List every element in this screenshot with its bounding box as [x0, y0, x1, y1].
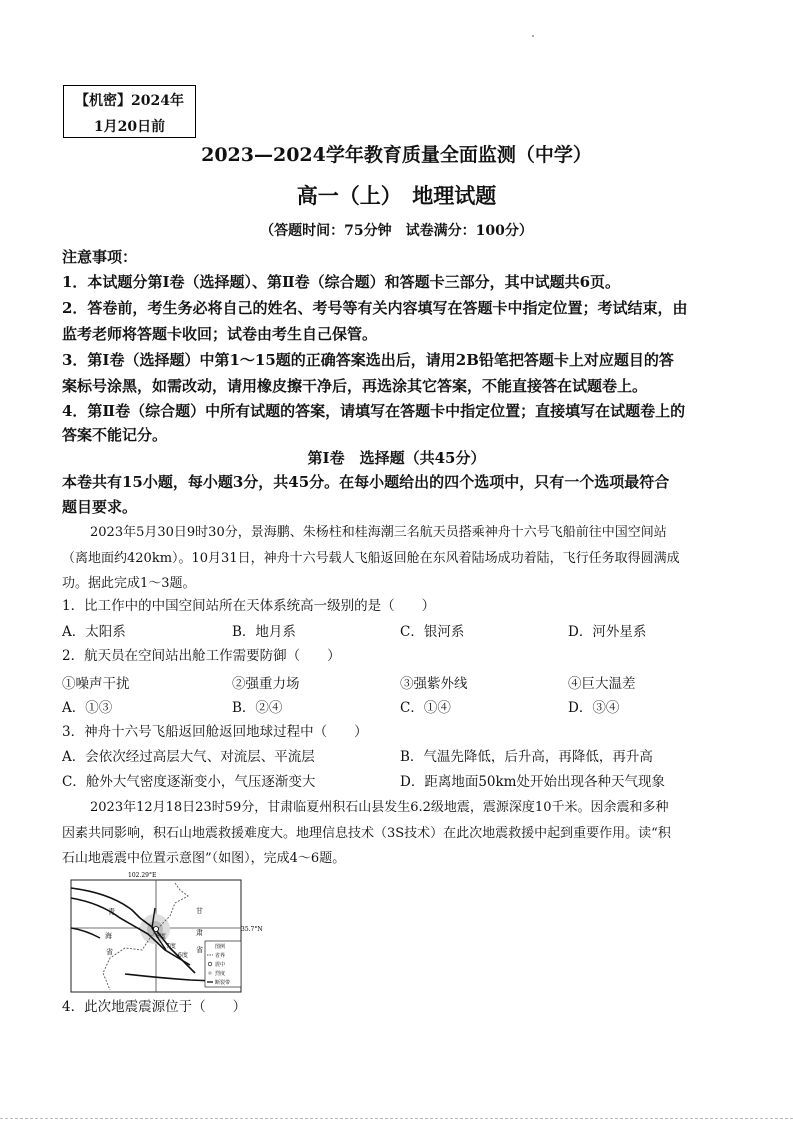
svg-text:省: 省 [106, 948, 113, 956]
q2-item: ③强紫外线 [400, 676, 468, 692]
map-latitude: 35.7°N [241, 926, 263, 933]
confidential-box [63, 85, 196, 138]
q2-item: ①噪声干扰 [62, 676, 130, 692]
passage1-line: 功。据此完成1～3题。 [62, 576, 196, 591]
time-info: （答题时间：75分钟 试卷满分：100分） [260, 223, 533, 239]
svg-text:省界: 省界 [215, 953, 226, 959]
passage2-line: 2023年12月18日23时59分，甘肃临夏州积石山县发生6.2级地震，震源深度10千米。因余震和多种 [90, 800, 669, 815]
page-bottom-edge [0, 1118, 793, 1119]
q1-stem: 1．比工作中的中国空间站所在天体系统高一级别的是（ ） [62, 598, 436, 614]
svg-text:8度: 8度 [156, 933, 166, 940]
notes-heading: 注意事项： [62, 248, 138, 266]
q3-option-c: C．舱外大气密度逐渐变小，气压逐渐变大 [62, 774, 316, 790]
svg-text:青: 青 [108, 908, 115, 916]
secret-line2: 1月20日前 [93, 119, 166, 135]
passage2-line: 石山地震震中位置示意图”（如图），完成4～6题。 [62, 851, 346, 866]
svg-text:断裂带: 断裂带 [215, 980, 231, 986]
q3-option-a: A．会依次经过高层大气、对流层、平流层 [62, 749, 315, 765]
earthquake-location-map [70, 868, 310, 996]
svg-text:6度: 6度 [178, 952, 188, 959]
q2-option-a: A．①③ [62, 700, 113, 716]
q1-option-d: D．河外星系 [568, 624, 647, 640]
passage1-line: （离地面约420km）。10月31日，神舟十六号载人飞船返回舱在东风着陆场成功着陆，飞行任务取得圆满成 [62, 551, 680, 566]
speck [532, 35, 534, 37]
section-instruction: 题目要求。 [62, 498, 138, 516]
q1-option-a: A．太阳系 [62, 624, 126, 640]
q2-stem: 2．航天员在空间站出舱工作需要防御（ ） [62, 648, 341, 664]
passage1-line: 2023年5月30日9时30分，景海鹏、朱杨柱和桂海潮三名航天员搭乘神舟十六号飞船前往中国空间站 [90, 525, 667, 540]
q2-option-b: B．②④ [232, 700, 283, 716]
q3-option-b: B．气温先降低，后升高，再降低，再升高 [400, 749, 653, 765]
svg-text:烈度: 烈度 [215, 971, 226, 977]
svg-text:图例: 图例 [215, 944, 226, 950]
svg-text:震中: 震中 [215, 962, 226, 968]
map-legend [205, 941, 241, 987]
note-line: 案标号涂黑，如需改动，请用橡皮擦干净后，再选涂其它答案，不能直接答在试题卷上。 [62, 377, 648, 395]
svg-text:省: 省 [196, 946, 203, 954]
svg-text:7度: 7度 [166, 943, 176, 950]
map-longitude: 102.29°E [128, 872, 157, 879]
note-line: 答案不能记分。 [62, 426, 168, 444]
q2-item: ④巨大温差 [568, 676, 636, 692]
secret-line1: 【机密】2024年 [75, 93, 184, 109]
q2-option-d: D．③④ [568, 700, 620, 716]
note-line: 4．第Ⅱ卷（综合题）中所有试题的答案，请填写在答题卡中指定位置；直接填写在试题卷上的 [62, 402, 686, 420]
svg-text:甘: 甘 [196, 907, 203, 915]
exam-subtitle: 高一（上） 地理试题 [296, 183, 497, 208]
q1-option-c: C．银河系 [400, 624, 465, 640]
q1-option-b: B．地月系 [232, 624, 296, 640]
exam-title: 2023—2024学年教育质量全面监测（中学） [201, 144, 592, 166]
section-title: 第Ⅰ卷 选择题（共45分） [307, 449, 486, 467]
svg-text:海: 海 [105, 932, 112, 940]
note-line: 1．本试题分第Ⅰ卷（选择题）、第Ⅱ卷（综合题）和答题卡三部分，其中试题共6页。 [62, 273, 621, 291]
q3-stem: 3．神舟十六号飞船返回舱返回地球过程中（ ） [62, 724, 368, 740]
q4-stem: 4．此次地震震源位于（ ） [62, 999, 247, 1015]
section-instruction: 本卷共有15小题，每小题3分，共45分。在每小题给出的四个选项中，只有一个选项最符合 [62, 473, 670, 491]
q2-item: ②强重力场 [232, 676, 300, 692]
q3-option-d: D．距离地面50km处开始出现各种天气现象 [400, 774, 665, 790]
passage2-line: 因素共同影响，积石山地震救援难度大。地理信息技术（3S技术）在此次地震救援中起到重要作用。读“积 [62, 826, 671, 841]
note-line: 监考老师将答题卡收回；试卷由考生自己保管。 [62, 325, 378, 343]
note-line: 3．第Ⅰ卷（选择题）中第1～15题的正确答案选出后，请用2B铅笔把答题卡上对应题目的答 [62, 351, 674, 369]
svg-text:肃: 肃 [196, 929, 203, 937]
note-line: 2．答卷前，考生务必将自己的姓名、考号等有关内容填写在答题卡中指定位置；考试结束，由 [62, 299, 688, 317]
q2-option-c: C．①④ [400, 700, 451, 716]
